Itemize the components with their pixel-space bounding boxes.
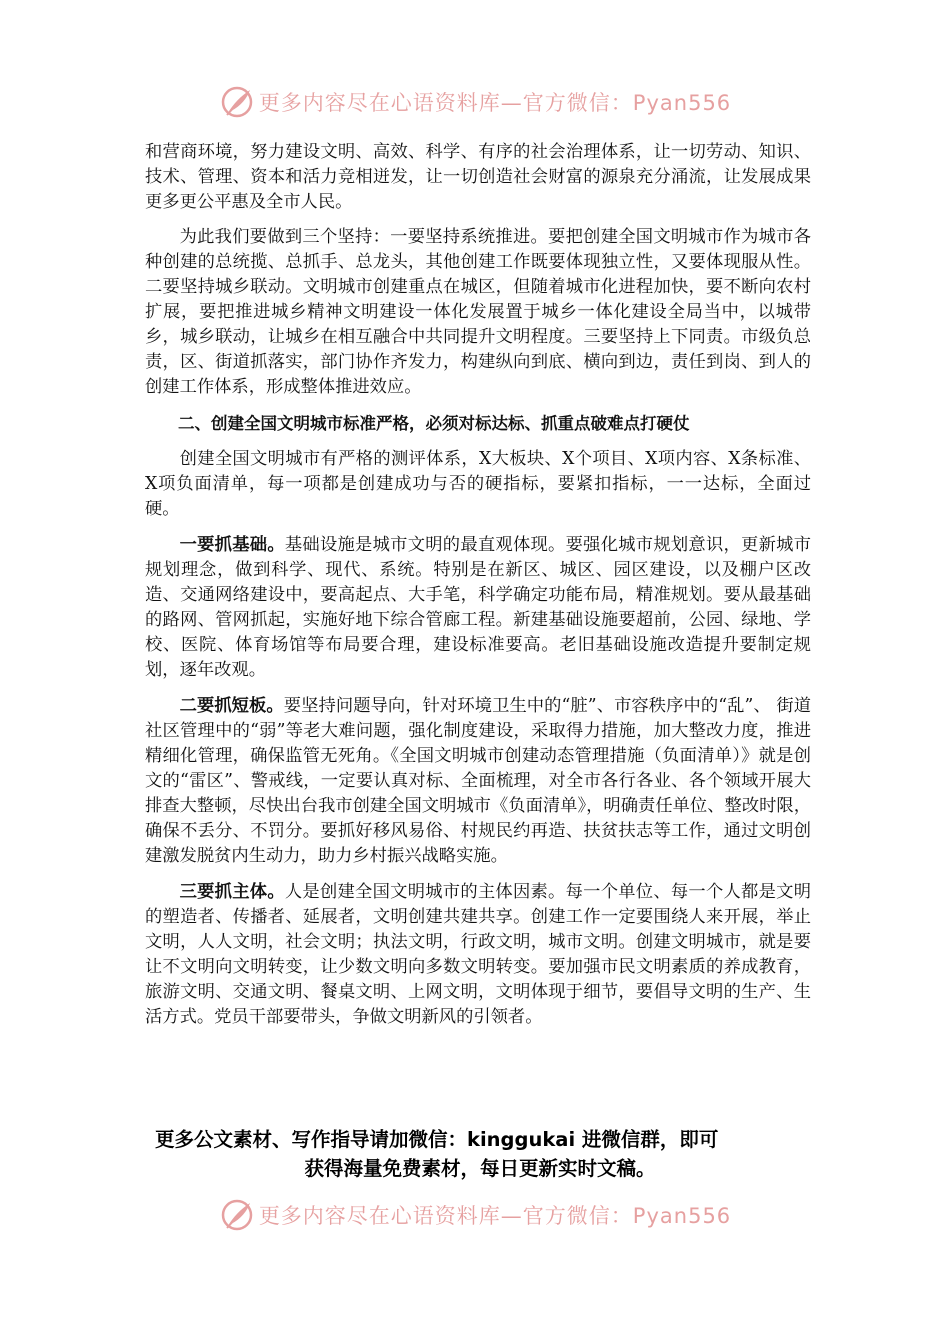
watermark-footer [0, 1195, 950, 1235]
paragraph-continuation: 和营商环境，努力建设文明、高效、科学、有序的社会治理体系，让一切劳动、知识、技术、管理、资本和活力竞相迸发，让一切创造社会财富的源泉充分涌流，让发展成果更多更公平惠及全市人民。 [145, 142, 811, 212]
promo-line-1: 更多公文素材、写作指导请加微信：kinggukai 进微信群，即可 [155, 1128, 719, 1151]
text-infrastructure: 基础设施是城市文明的最直观体现。要强化城市规划意识，更新城市规划理念，做到科学、现代、系统。特别是在新区、城区、园区建设，以及棚户区改造、交通网络建设中，要高起点、大手笔，科学确定功能布局，精准规划。要从最基础的路网、管网抓起，实施好地下综合管廊工程。新建基础设施要超前，公园、绿地、学校、医院、体育场馆等布局要合理，建设标准要高。老旧基础设施改造提升要制定规划，逐年改观。 [145, 535, 811, 680]
paragraph-evaluation-system: 创建全国文明城市有严格的测评体系，X大板块、X个项目、X项内容、X条标准、X项负面清单，每一项都是创建成功与否的硬指标，要紧扣指标，一一达标，全面过硬。 [145, 449, 811, 519]
promo-notice [150, 1125, 810, 1183]
paragraph-infrastructure [145, 533, 811, 683]
lead-shortcomings: 二要抓短板。 [179, 696, 284, 716]
paragraph-subject [145, 880, 811, 1030]
text-shortcomings: 要坚持问题导向，针对环境卫生中的“脏”、市容秩序中的“乱”、 街道社区管理中的“弱”等老大难问题，强化制度建设，采取得力措施，加大整改力度，推进精细化管理，确保监管无死角。《全国文明城市创建动态管理措施（负面清单）》就是创文的“雷区”、警戒线，一定要认真对标、全面梳理，对全市各行各业、各个领域开展大排查大整顿，尽快出台我市创建全国文明城市《负面清单》，明确责任单位、整改时限，确保不丢分、不罚分。要抓好移风易俗、村规民约再造、扶贫扶志等工作，通过文明创建激发脱贫内生动力，助力乡村振兴战略实施。 [145, 696, 811, 866]
section-heading-2: 二、创建全国文明城市标准严格，必须对标达标、抓重点破难点打硬仗 [178, 414, 690, 433]
feather-quill-icon [219, 84, 255, 120]
promo-line-2: 获得海量免费素材，每日更新实时文稿。 [304, 1157, 656, 1180]
lead-infrastructure: 一要抓基础。 [179, 535, 285, 555]
text-subject: 人是创建全国文明城市的主体因素。每一个单位、每一个人都是文明的塑造者、传播者、延展者，文明创建共建共享。创建工作一定要围绕人来开展，举止文明，人人文明，社会文明；执法文明，行政文明，城市文明。创建文明城市，就是要让不文明向文明转变，让少数文明向多数文明转变。要加强市民文明素质的养成教育，旅游文明、交通文明、餐桌文明、上网文明，文明体现于细节，要倡导文明的生产、生活方式。党员干部要带头，争做文明新风的引领者。 [145, 882, 811, 1027]
document-body [145, 140, 811, 1041]
watermark-text: 更多内容尽在心语资料库—官方微信：Pyan556 [258, 91, 732, 115]
watermark-text: 更多内容尽在心语资料库—官方微信：Pyan556 [258, 1204, 732, 1228]
paragraph-three-persistences: 为此我们要做到三个坚持：一要坚持系统推进。要把创建全国文明城市作为城市各种创建的总统揽、总抓手、总龙头，其他创建工作既要体现独立性，又要体现服从性。二要坚持城乡联动。文明城市创建重点在城区，但随着城市化进程加快，要不断向农村扩展，要把推进城乡精神文明建设一体化发展置于城乡一体化建设全局当中，以城带乡，城乡联动，让城乡在相互融合中共同提升文明程度。三要坚持上下同责。市级负总责，区、街道抓落实，部门协作齐发力，构建纵向到底、横向到边，责任到岗、到人的创建工作体系，形成整体推进效应。 [145, 227, 811, 397]
lead-subject: 三要抓主体。 [179, 882, 285, 902]
watermark-header [0, 82, 950, 122]
feather-quill-icon [219, 1197, 255, 1233]
paragraph-shortcomings [145, 694, 811, 869]
